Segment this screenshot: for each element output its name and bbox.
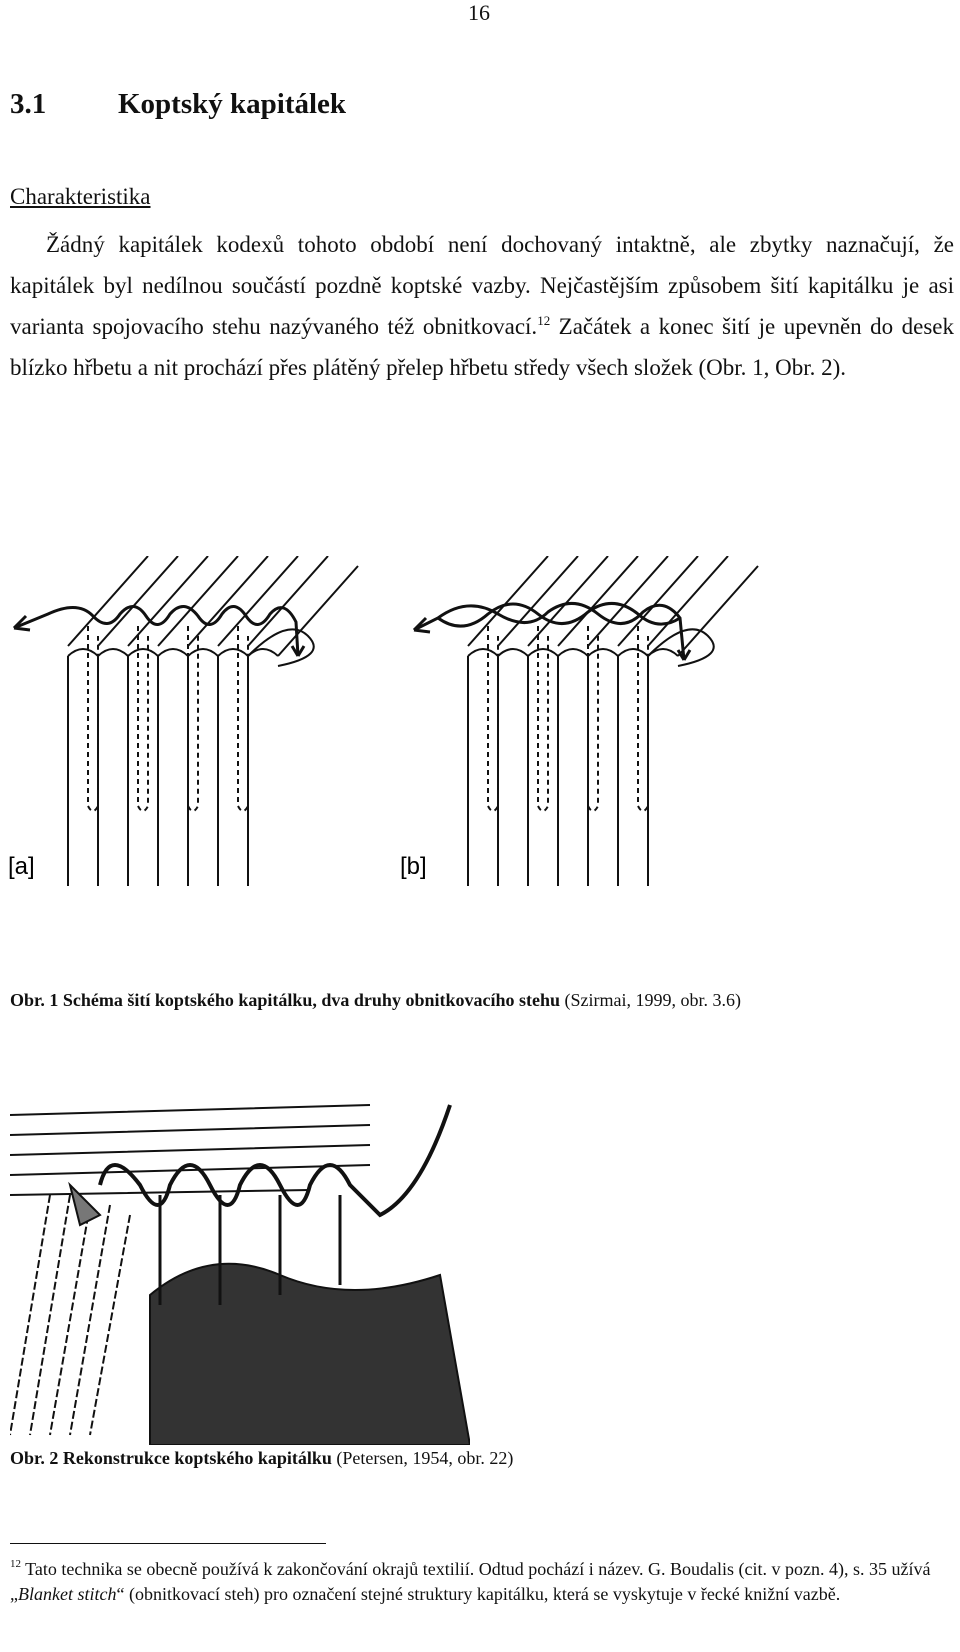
figure-2-caption-source: (Petersen, 1954, obr. 22) [331, 1448, 514, 1468]
page-number: 16 [468, 0, 490, 25]
figure-1-caption-bold: Obr. 1 Schéma šití koptského kapitálku, dva druhy obnitkovacího stehu [10, 990, 560, 1010]
footnote [10, 1557, 952, 1607]
panel-a-drawing [14, 556, 358, 886]
section-title: Koptský kapitálek [118, 88, 347, 120]
footnote-text-1: Tato technika se obecně používá k zakončování okrajů textilií. Odtud pochází i název. G. Boudalis (cit. v pozn. 4), s. 35 užívá [21, 1559, 931, 1579]
footnote-text-2: (obnitkovací steh) pro označení stejné struktury kapitálku, která se vyskytuje v řecké knižní vazbě. [124, 1584, 841, 1604]
figure-1-stitch-diagram [8, 556, 958, 936]
footnote-reference[interactable]: 12 [537, 313, 551, 328]
paragraph-text-1: Žádný kapitálek kodexů tohoto období není dochovaný intaktně, ale zbytky naznačují, že kapitálek byl nedílnou součástí pozdně koptské vazby. Nejčastějším způsobem šití kapitálku je asi varianta spojovacího stehu nazývaného též obnitkovací. [10, 232, 954, 339]
section-heading [10, 88, 346, 121]
figure-2-caption-bold: Obr. 2 Rekonstrukce koptského kapitálku [10, 1448, 332, 1468]
footnote-mark: 12 [10, 1558, 21, 1570]
panel-b-label: [b] [400, 853, 427, 880]
body-paragraph [10, 224, 954, 388]
figure-2-caption [10, 1448, 513, 1469]
paragraph-text-2: Začátek a konec šití je upevněn do desek blízko hřbetu a nit prochází přes plátěný přelep hřbetu středy všech složek (Obr. 1, Obr. 2). [10, 314, 954, 380]
footnote-quote-close: “ [116, 1584, 125, 1604]
panel-b-drawing [414, 556, 758, 886]
section-number: 3.1 [10, 88, 47, 120]
footnote-emphasis: Blanket stitch [18, 1584, 117, 1604]
footnote-quote-open: „ [10, 1584, 18, 1604]
subheading: Charakteristika [10, 184, 151, 209]
figure-1-caption [10, 990, 741, 1011]
figure-1-caption-source: (Szirmai, 1999, obr. 3.6) [559, 990, 741, 1010]
footnote-separator [10, 1543, 326, 1544]
figure-2-reconstruction-drawing [10, 1075, 470, 1445]
panel-a-label: [a] [8, 853, 35, 880]
